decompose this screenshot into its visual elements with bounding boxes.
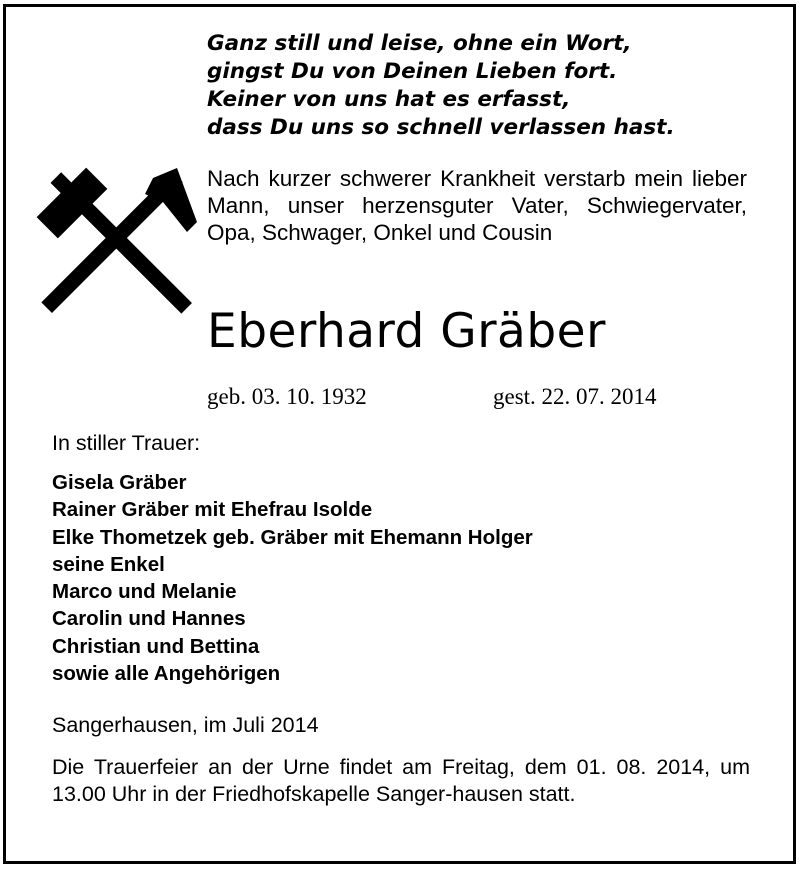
mourners-list	[52, 469, 752, 687]
mourner: sowie alle Angehörigen	[52, 662, 281, 686]
mourner: Christian und Bettina	[52, 634, 260, 658]
mourning-label: In stiller Trauer:	[52, 431, 201, 455]
poem	[207, 30, 767, 142]
death-date: gest. 22. 07. 2014	[493, 384, 657, 409]
place-date: Sangerhausen, im Juli 2014	[52, 713, 319, 737]
hammer-and-pick-icon	[35, 160, 200, 315]
mourner: seine Enkel	[52, 552, 165, 576]
mourner: Carolin und Hannes	[52, 607, 246, 631]
mourner: Elke Thometzek geb. Gräber mit Ehemann Holger	[52, 525, 533, 549]
poem-line: dass Du uns so schnell verlassen hast.	[207, 115, 675, 140]
poem-line: gingst Du von Deinen Lieben fort.	[207, 59, 618, 84]
birth-date: geb. 03. 10. 1932	[207, 384, 367, 409]
mourner: Marco und Melanie	[52, 580, 237, 604]
deceased-name: Eberhard Gräber	[207, 304, 606, 359]
poem-line: Keiner von uns hat es erfasst,	[207, 87, 571, 112]
poem-line: Ganz still und leise, ohne ein Wort,	[207, 31, 632, 56]
intro-text: Nach kurzer schwerer Krankheit verstarb mein lieber Mann, unser herzensguter Vater, Schwiegervater, Opa, Schwager, Onkel und Cousin	[207, 166, 747, 245]
funeral-info: Die Trauerfeier an der Urne findet am Freitag, dem 01. 08. 2014, um 13.00 Uhr in der Friedhofskapelle Sanger-hausen statt.	[52, 755, 750, 806]
mourner: Gisela Gräber	[52, 471, 187, 494]
mourner: Rainer Gräber mit Ehefrau Isolde	[52, 498, 373, 522]
